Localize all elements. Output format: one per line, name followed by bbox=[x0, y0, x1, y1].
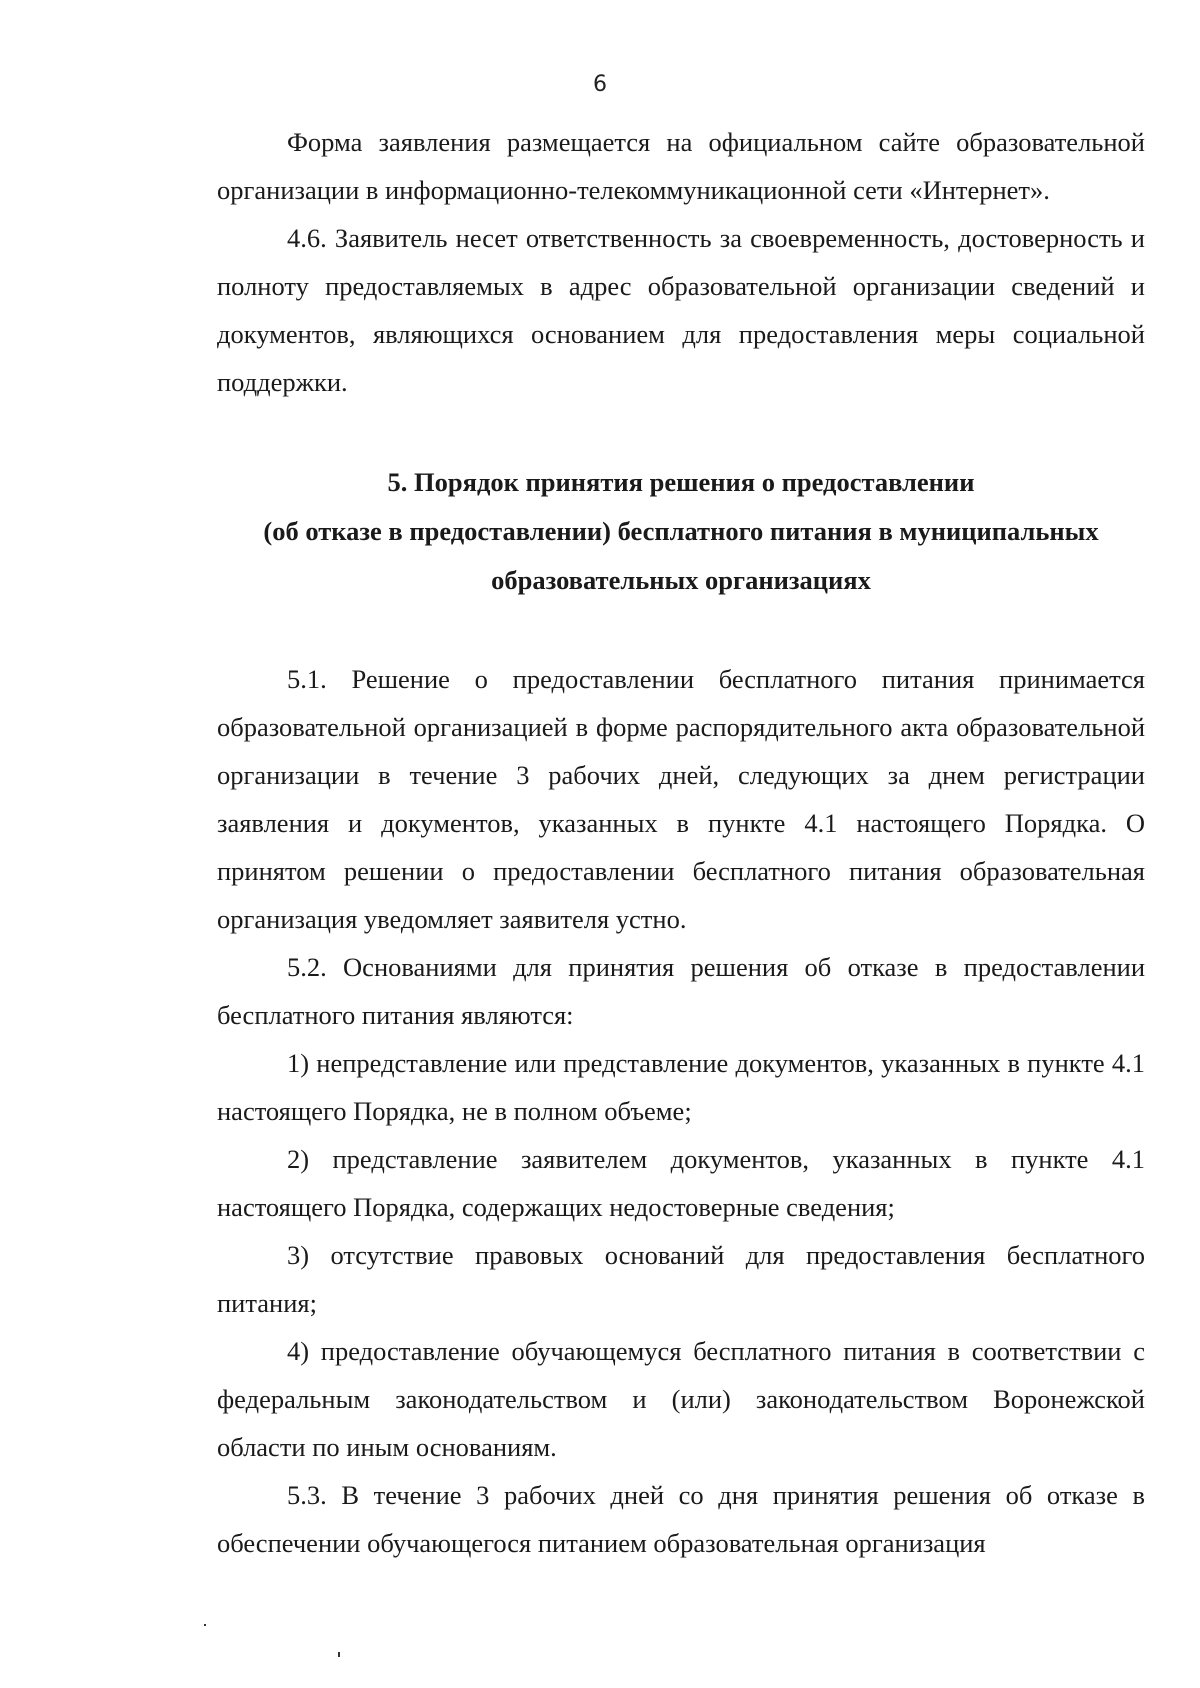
list-item-4: 4) предоставление обучающемуся бесплатного питания в соответствии с федеральным законодательством и (или) законодательством Воронежской области по иным основаниям. bbox=[217, 1336, 1145, 1462]
paragraph-4-6: 4.6. Заявитель несет ответственность за своевременность, достоверность и полноту предоставляемых в адрес образовательной организации сведений и документов, являющихся основанием для предоставления меры социальной поддержки. bbox=[217, 223, 1145, 397]
list-item-1: 1) непредставление или представление документов, указанных в пункте 4.1 настоящего Порядка, не в полном объеме; bbox=[217, 1048, 1145, 1126]
section-5-heading bbox=[217, 458, 1145, 605]
paragraph-5-2: 5.2. Основаниями для принятия решения об отказе в предоставлении бесплатного питания являются: bbox=[217, 952, 1145, 1030]
paragraph-form-placement: Форма заявления размещается на официальном сайте образовательной организации в информационно-телекоммуникационной сети «Интернет». bbox=[217, 127, 1145, 205]
paragraph-5-1: 5.1. Решение о предоставлении бесплатного питания принимается образовательной организацией в форме распорядительного акта образовательной организации в течение 3 рабочих дней, следующих за днем регистрации заявления и документов, указанных в пункте 4.1 настоящего Порядка. О принятом решении о предоставлении бесплатного питания образовательная организация уведомляет заявителя устно. bbox=[217, 664, 1145, 934]
list-item-3: 3) отсутствие правовых оснований для предоставления бесплатного питания; bbox=[217, 1240, 1145, 1318]
document-body bbox=[217, 118, 1145, 1567]
scan-speck bbox=[204, 1624, 206, 1626]
list-item-2: 2) представление заявителем документов, указанных в пункте 4.1 настоящего Порядка, содержащих недостоверные сведения; bbox=[217, 1144, 1145, 1222]
heading-line-3: образовательных организациях bbox=[491, 565, 871, 595]
paragraph-5-3: 5.3. В течение 3 рабочих дней со дня принятия решения об отказе в обеспечении обучающегося питанием образовательная организация bbox=[217, 1480, 1145, 1558]
page-number: 6 bbox=[593, 72, 607, 97]
heading-line-1: 5. Порядок принятия решения о предоставлении bbox=[387, 467, 975, 497]
scan-speck bbox=[338, 1652, 340, 1657]
heading-line-2: (об отказе в предоставлении) бесплатного питания в муниципальных bbox=[263, 516, 1099, 546]
